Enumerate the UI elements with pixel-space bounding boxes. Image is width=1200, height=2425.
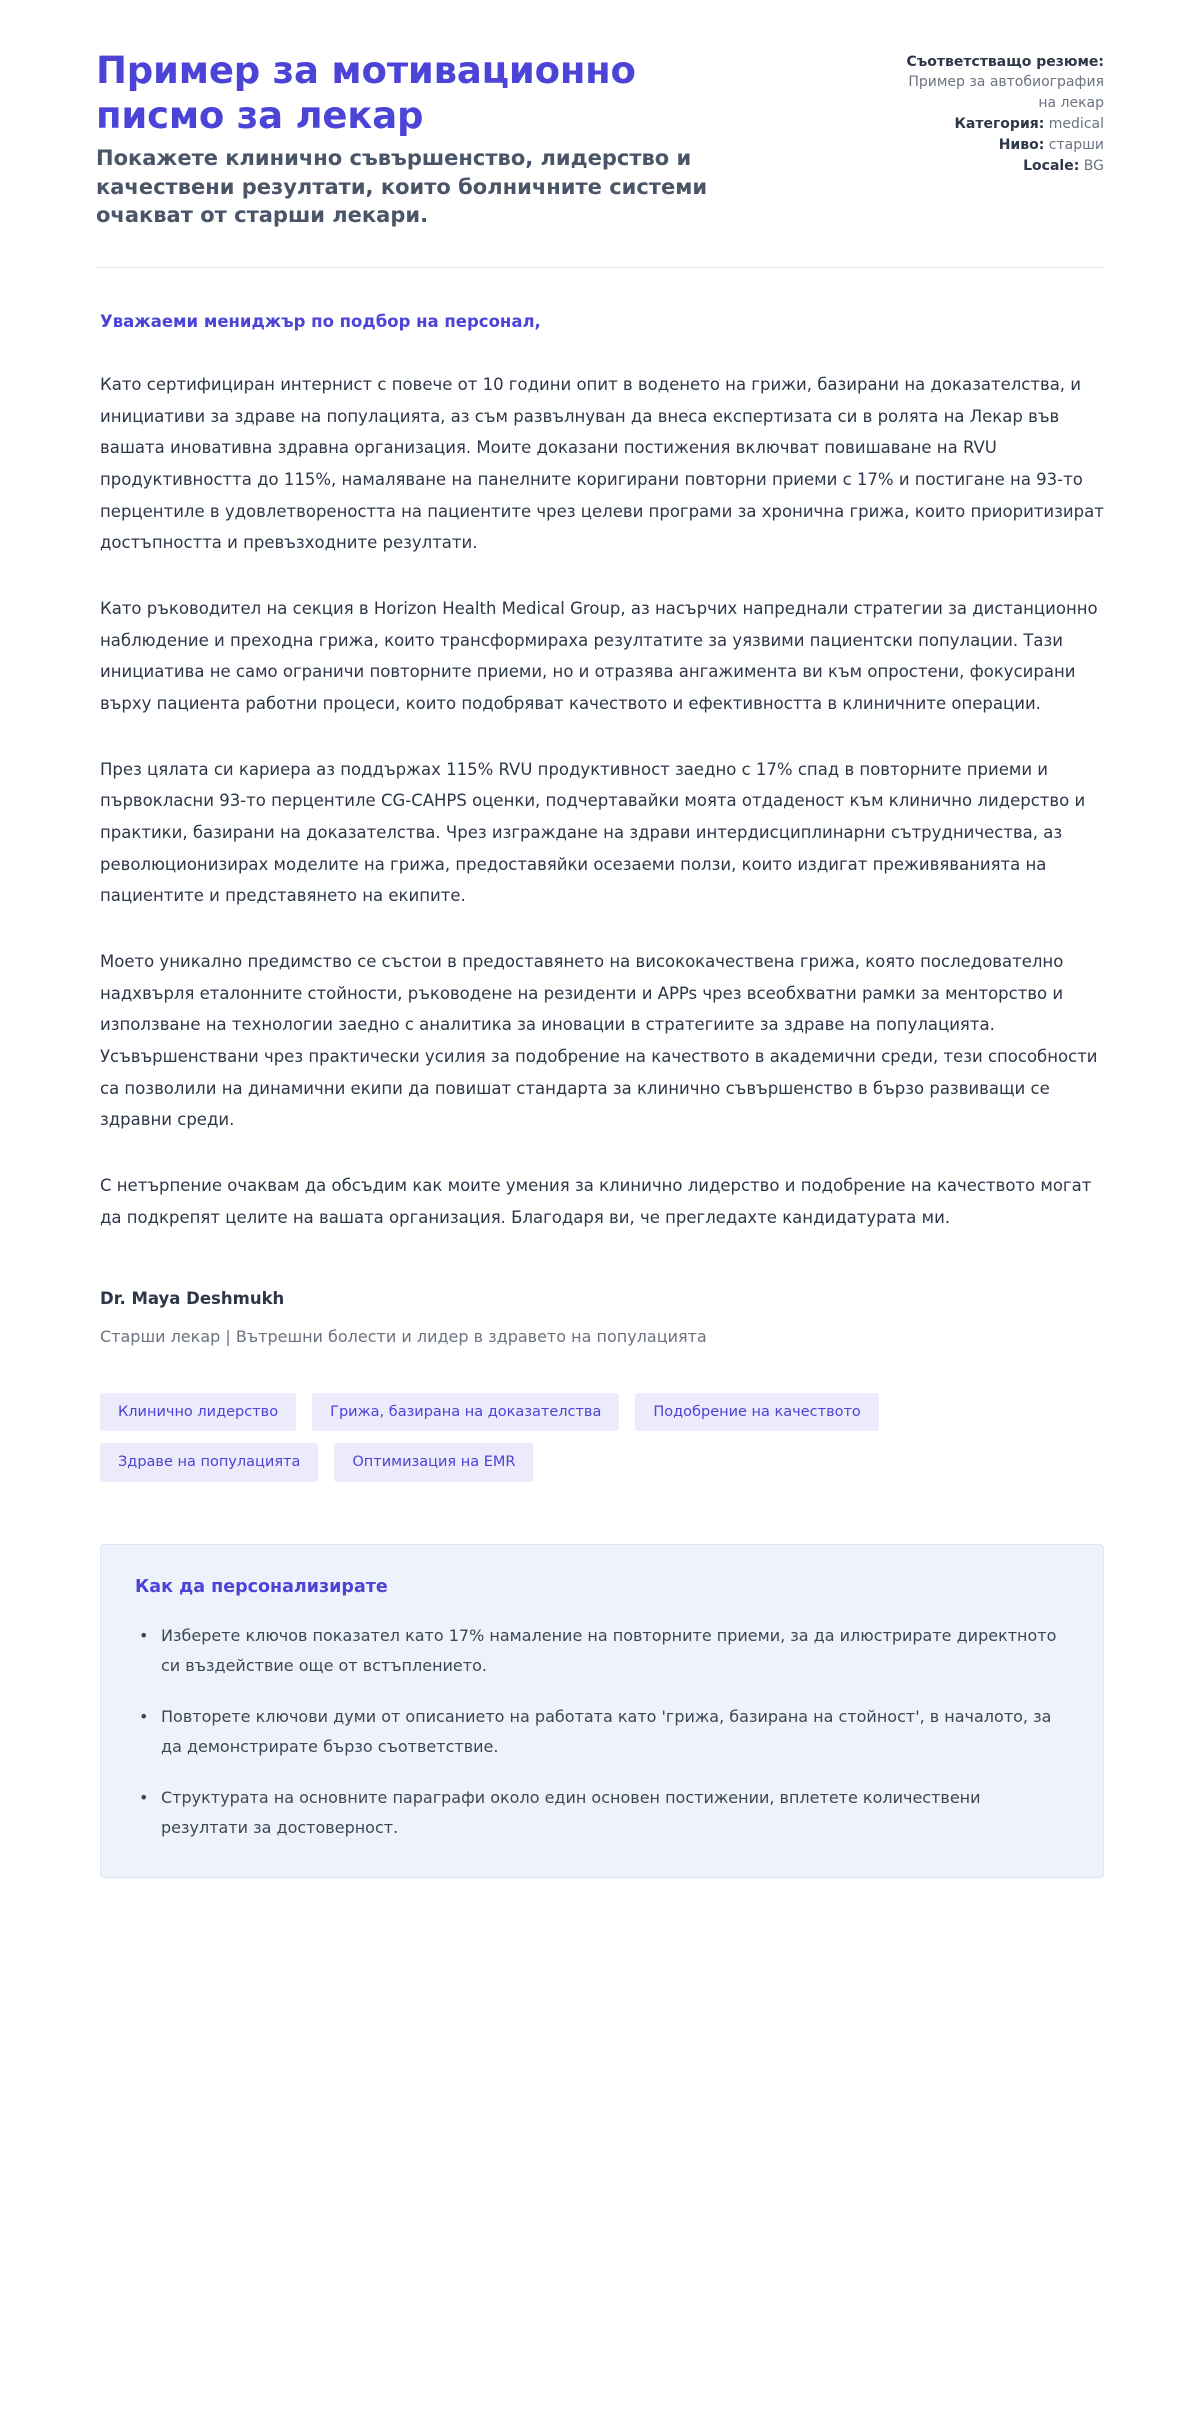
- tag-item[interactable]: Оптимизация на EMR: [334, 1443, 533, 1482]
- metadata-label: Категория:: [954, 115, 1045, 132]
- signature-block: [96, 1287, 1104, 1348]
- page-title: Пример за мотивационно писмо за лекар: [96, 49, 636, 138]
- metadata-row-category: [894, 114, 1104, 134]
- cover-letter-body: [96, 268, 1104, 1233]
- letter-paragraph: Като ръководител на секция в Horizon Health Medical Group, аз насърчих напреднали стратегии за дистанционно наблюдение и преходна грижа, които трансформираха резултатите за уязвими пациентски популации. Тази инициатива не само ограничи повторните приеми, но и отразява ангажимента ви към опростени, фокусирани върху пациента работни процеси, които подобряват качеството и ефективността в клиничните операции.: [100, 599, 1098, 714]
- metadata-label: Locale:: [1023, 158, 1080, 175]
- tag-item[interactable]: Здраве на популацията: [100, 1443, 318, 1482]
- metadata-row-locale: [894, 156, 1104, 176]
- letter-paragraph: Като сертифициран интернист с повече от 10 години опит в воденето на грижи, базирани на доказателства, и инициативи за здраве на популацията, аз съм развълнуван да внеса експертизата си в ролята на Лекар във вашата иновативна здравна организация. Моите доказани постижения включват повишаване на RVU продуктивността до 115%, намаляване на панелните коригирани повторни приеми с 17% и постигане на 93-то перцентиле в удовлетвореността на пациентите чрез целеви програми за хронична грижа, които приоритизират достъпността и превъзходните резултати.: [100, 375, 1104, 553]
- tag-item[interactable]: Клинично лидерство: [100, 1393, 296, 1432]
- page-subtitle: Покажете клинично съвършенство, лидерство и качествени резултати, които болничните системи очакват от старши лекари.: [96, 146, 708, 227]
- metadata-label: Съответстващо резюме:: [906, 54, 1104, 70]
- tag-list: [96, 1393, 1060, 1482]
- letter-paragraph: Моето уникално предимство се състои в предоставянето на висококачествена грижа, която последователно надхвърля еталонните стойности, ръководене на резиденти и APPs чрез всеобхватни рамки за менторство и използване на технологии заедно с аналитика за иновации в стратегиите за здраве на популацията. Усъвършенствани чрез практически усилия за подобрение на качеството в академични среди, тези способности са позволили на динамични екипи да повишат стандарта за клинично съвършенство в бързо развиващи се здравни среди.: [100, 952, 1098, 1130]
- letter-paragraph: През цялата си кариера аз поддържах 115% RVU продуктивност заедно с 17% спад в повторните приеми и първокласни 93-то перцентиле CG-CAHPS оценки, подчертавайки моята отдаденост към клинично лидерство и практики, базирани на доказателства. Чрез изграждане на здрави интердисциплинарни сътрудничества, аз революционизирах моделите на грижа, предоставяйки осезаеми ползи, които издигат преживяванията на пациентите и представянето на екипите.: [100, 759, 1086, 906]
- metadata-value: Пример за автобиография на лекар: [908, 74, 1104, 111]
- signature-role: Старши лекар | Вътрешни болести и лидер в здравето на популацията: [100, 1326, 707, 1346]
- callout-tip-list: [135, 1621, 1069, 1843]
- document-metadata: [894, 48, 1104, 178]
- document-header: [96, 48, 1104, 229]
- signature-name: Dr. Maya Deshmukh: [100, 1289, 285, 1309]
- metadata-value: старши: [1048, 137, 1104, 154]
- metadata-row-level: [894, 135, 1104, 155]
- metadata-label: Ниво:: [998, 137, 1045, 154]
- tag-item[interactable]: Подобрение на качеството: [635, 1393, 878, 1432]
- letter-salutation: Уважаеми мениджър по подбор на персонал,: [100, 312, 541, 332]
- metadata-value: medical: [1048, 115, 1104, 132]
- list-item: • Изберете ключов показател като 17% намаление на повторните приеми, за да илюстрирате директното си въздействие още от встъплението.: [135, 1621, 1069, 1680]
- header-title-block: [96, 48, 736, 229]
- letter-paragraph: С нетърпение очаквам да обсъдим как моите умения за клинично лидерство и подобрение на качеството могат да подкрепят целите на вашата организация. Благодаря ви, че прегледахте кандидатурата ми.: [100, 1176, 1092, 1227]
- metadata-value: BG: [1083, 158, 1104, 175]
- list-item: • Структурата на основните параграфи около един основен постижении, вплетете количествени резултати за достоверност.: [135, 1783, 1069, 1842]
- customization-callout: [100, 1544, 1104, 1878]
- callout-title: Как да персонализирате: [135, 1576, 388, 1597]
- metadata-row-matching-resume: [894, 52, 1104, 113]
- list-item: • Повторете ключови думи от описанието на работата като 'грижа, базирана на стойност', в началото, за да демонстрирате бързо съответствие.: [135, 1702, 1069, 1761]
- tag-item[interactable]: Грижа, базирана на доказателства: [312, 1393, 619, 1432]
